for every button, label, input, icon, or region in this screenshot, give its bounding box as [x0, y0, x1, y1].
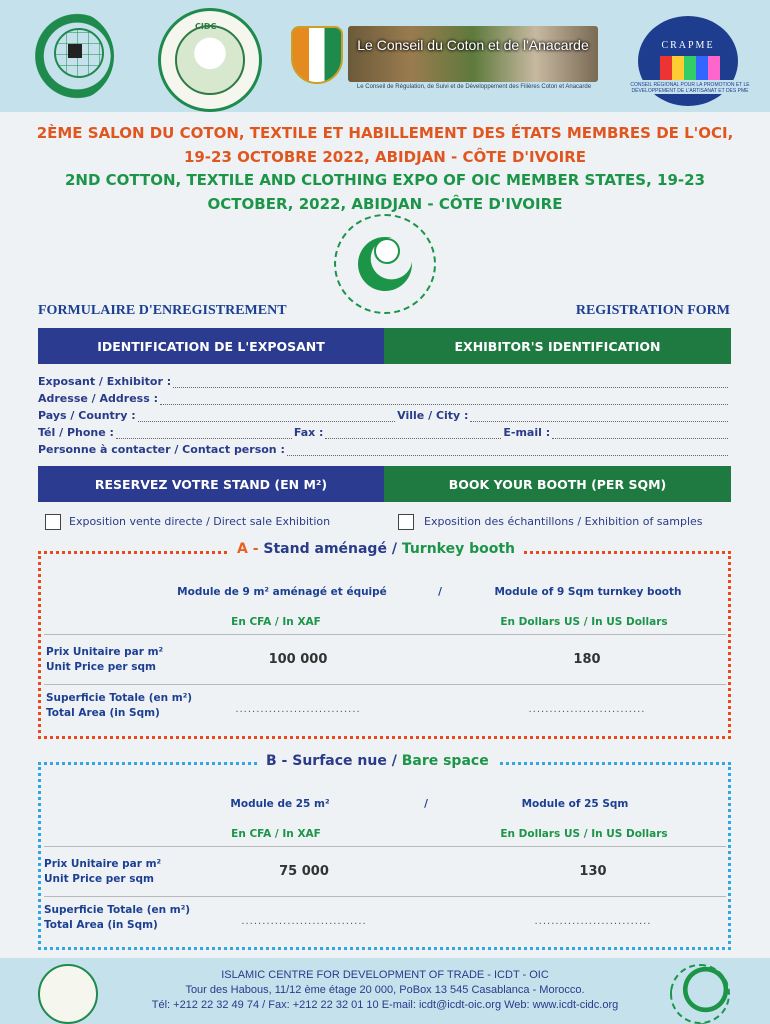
country-label: Pays / Country : [38, 409, 136, 422]
area-a-label-en: Total Area (in Sqm) [46, 707, 160, 719]
section-a-title-fr: Stand aménagé [263, 541, 387, 557]
footer-org: ISLAMIC CENTRE FOR DEVELOPMENT OF TRADE - ICDT - OIC [221, 969, 549, 981]
area-b-label [44, 903, 190, 933]
turnkey-booth-title [229, 541, 523, 557]
module-a-en: Module of 9 Sqm turnkey booth [494, 586, 682, 598]
area-a-cfa-input[interactable]: .............................. [235, 704, 361, 715]
cotton-expo-footer-logo [670, 964, 730, 1024]
price-b-usd: 130 [579, 864, 607, 879]
price-b-label-fr: Prix Unitaire par m² [44, 858, 162, 870]
divider [44, 634, 726, 635]
price-a-cfa: 100 000 [268, 652, 328, 667]
phone-label: Tél / Phone : [38, 426, 114, 439]
cote-divoire-crest-logo [291, 26, 343, 84]
contact-person-label: Personne à contacter / Contact person : [38, 443, 285, 456]
area-b-label-en: Total Area (in Sqm) [44, 919, 158, 931]
footer-contact[interactable]: Tél: +212 22 32 49 74 / Fax: +212 22 32 01 10 E-mail: icdt@icdt-oic.org Web: www.icdt-cidc.org [151, 999, 619, 1011]
section-a-title-en: Turnkey booth [401, 541, 516, 557]
section-b-title-fr: Surface nue [292, 753, 387, 769]
direct-sale-label: Exposition vente directe / Direct sale Exhibition [69, 515, 331, 528]
icdt-footer-logo [38, 964, 98, 1024]
currency-a-usd: En Dollars US / In US Dollars [500, 616, 668, 628]
bare-space-title [258, 753, 497, 769]
module-b-separator: / [424, 798, 428, 810]
module-b-fr: Module de 25 m² [230, 798, 330, 810]
address-label: Adresse / Address : [38, 392, 158, 405]
conseil-title: Le Conseil du Coton et de l'Anacarde [357, 37, 589, 53]
cotton-expo-logo [334, 214, 436, 314]
email-label: E-mail : [503, 426, 551, 439]
section-b-slash: / [386, 753, 402, 769]
country-line[interactable] [138, 412, 396, 422]
form-label-fr: FORMULAIRE D'ENREGISTREMENT [38, 303, 287, 318]
currency-a-cfa: En CFA / In XAF [231, 616, 321, 628]
currency-b-cfa: En CFA / In XAF [231, 828, 321, 840]
phone-fax-email-field[interactable] [38, 425, 730, 439]
divider [44, 896, 726, 897]
city-line[interactable] [470, 412, 728, 422]
section-a-slash: / [386, 541, 402, 557]
area-b-usd-input[interactable]: ............................ [534, 916, 652, 927]
identification-bar-en: EXHIBITOR'S IDENTIFICATION [384, 328, 731, 364]
contact-person-line[interactable] [287, 446, 728, 456]
area-b-label-fr: Superficie Totale (en m²) [44, 904, 191, 916]
form-label-en: REGISTRATION FORM [575, 303, 730, 318]
crapme-color-blocks [660, 56, 720, 80]
divider [44, 684, 726, 685]
section-b-prefix: B - [266, 753, 293, 769]
exhibitor-line[interactable] [173, 378, 728, 388]
email-line[interactable] [552, 429, 728, 439]
booking-bar-en: BOOK YOUR BOOTH (PER SQM) [384, 466, 731, 502]
section-a-prefix: A - [237, 541, 264, 557]
crapme-caption: CONSEIL RÉGIONAL POUR LA PROMOTION ET LE DÉVELOPPEMENT DE L'ARTISANAT ET DES PME [628, 80, 752, 94]
phone-line[interactable] [116, 429, 292, 439]
country-city-field[interactable] [38, 408, 730, 422]
samples-checkbox[interactable] [398, 514, 414, 530]
fax-line[interactable] [325, 429, 501, 439]
area-a-label [46, 691, 192, 721]
icdt-label: CIDC [195, 22, 217, 31]
currency-b-usd: En Dollars US / In US Dollars [500, 828, 668, 840]
area-a-label-fr: Superficie Totale (en m²) [46, 692, 193, 704]
module-a-separator: / [438, 586, 442, 598]
city-label: Ville / City : [397, 409, 469, 422]
footer-address: Tour des Habous, 11/12 ème étage 20 000, PoBox 13 545 Casablanca - Morocco. [185, 984, 585, 996]
crapme-name: CRAPME [661, 40, 715, 51]
contact-person-field[interactable] [38, 442, 730, 456]
price-a-label-fr: Prix Unitaire par m² [46, 646, 164, 658]
title-french: 2ÈME SALON DU COTON, TEXTILE ET HABILLEMENT DES ÉTATS MEMBRES DE L'OCI, 19-23 OCTOBRE 2022, ABIDJAN - CÔTE D'IVOIRE [36, 124, 734, 166]
exhibitor-field[interactable] [38, 374, 730, 388]
area-b-cfa-input[interactable]: .............................. [241, 916, 367, 927]
area-a-usd-input[interactable]: ............................ [528, 704, 646, 715]
price-a-label-en: Unit Price per sqm [46, 661, 156, 673]
module-a-fr: Module de 9 m² aménagé et équipé [177, 586, 387, 598]
price-a-usd: 180 [573, 652, 601, 667]
divider [44, 846, 726, 847]
module-b-en: Module of 25 Sqm [521, 798, 629, 810]
conseil-coton-banner [348, 26, 598, 82]
identification-bar-fr: IDENTIFICATION DE L'EXPOSANT [38, 328, 384, 364]
price-b-label-en: Unit Price per sqm [44, 873, 154, 885]
price-b-label [44, 857, 161, 887]
price-a-label [46, 645, 163, 675]
address-line[interactable] [160, 395, 728, 405]
title-english: 2ND COTTON, TEXTILE AND CLOTHING EXPO OF OIC MEMBER STATES, 19-23 OCTOBER, 2022, ABIDJAN - CÔTE D'IVOIRE [64, 171, 706, 213]
direct-sale-checkbox[interactable] [45, 514, 61, 530]
kaaba-icon [68, 44, 82, 58]
booking-bar-fr: RESERVEZ VOTRE STAND (EN M²) [38, 466, 384, 502]
conseil-subtitle: Le Conseil de Régulation, de Suivi et de Développement des Filières Coton et Anacarde [356, 84, 592, 90]
exhibitor-label: Exposant / Exhibitor : [38, 375, 172, 388]
section-b-title-en: Bare space [401, 753, 489, 769]
address-field[interactable] [38, 391, 730, 405]
fax-label: Fax : [293, 426, 324, 439]
price-b-cfa: 75 000 [279, 864, 329, 879]
samples-label: Exposition des échantillons / Exhibition of samples [424, 515, 703, 528]
